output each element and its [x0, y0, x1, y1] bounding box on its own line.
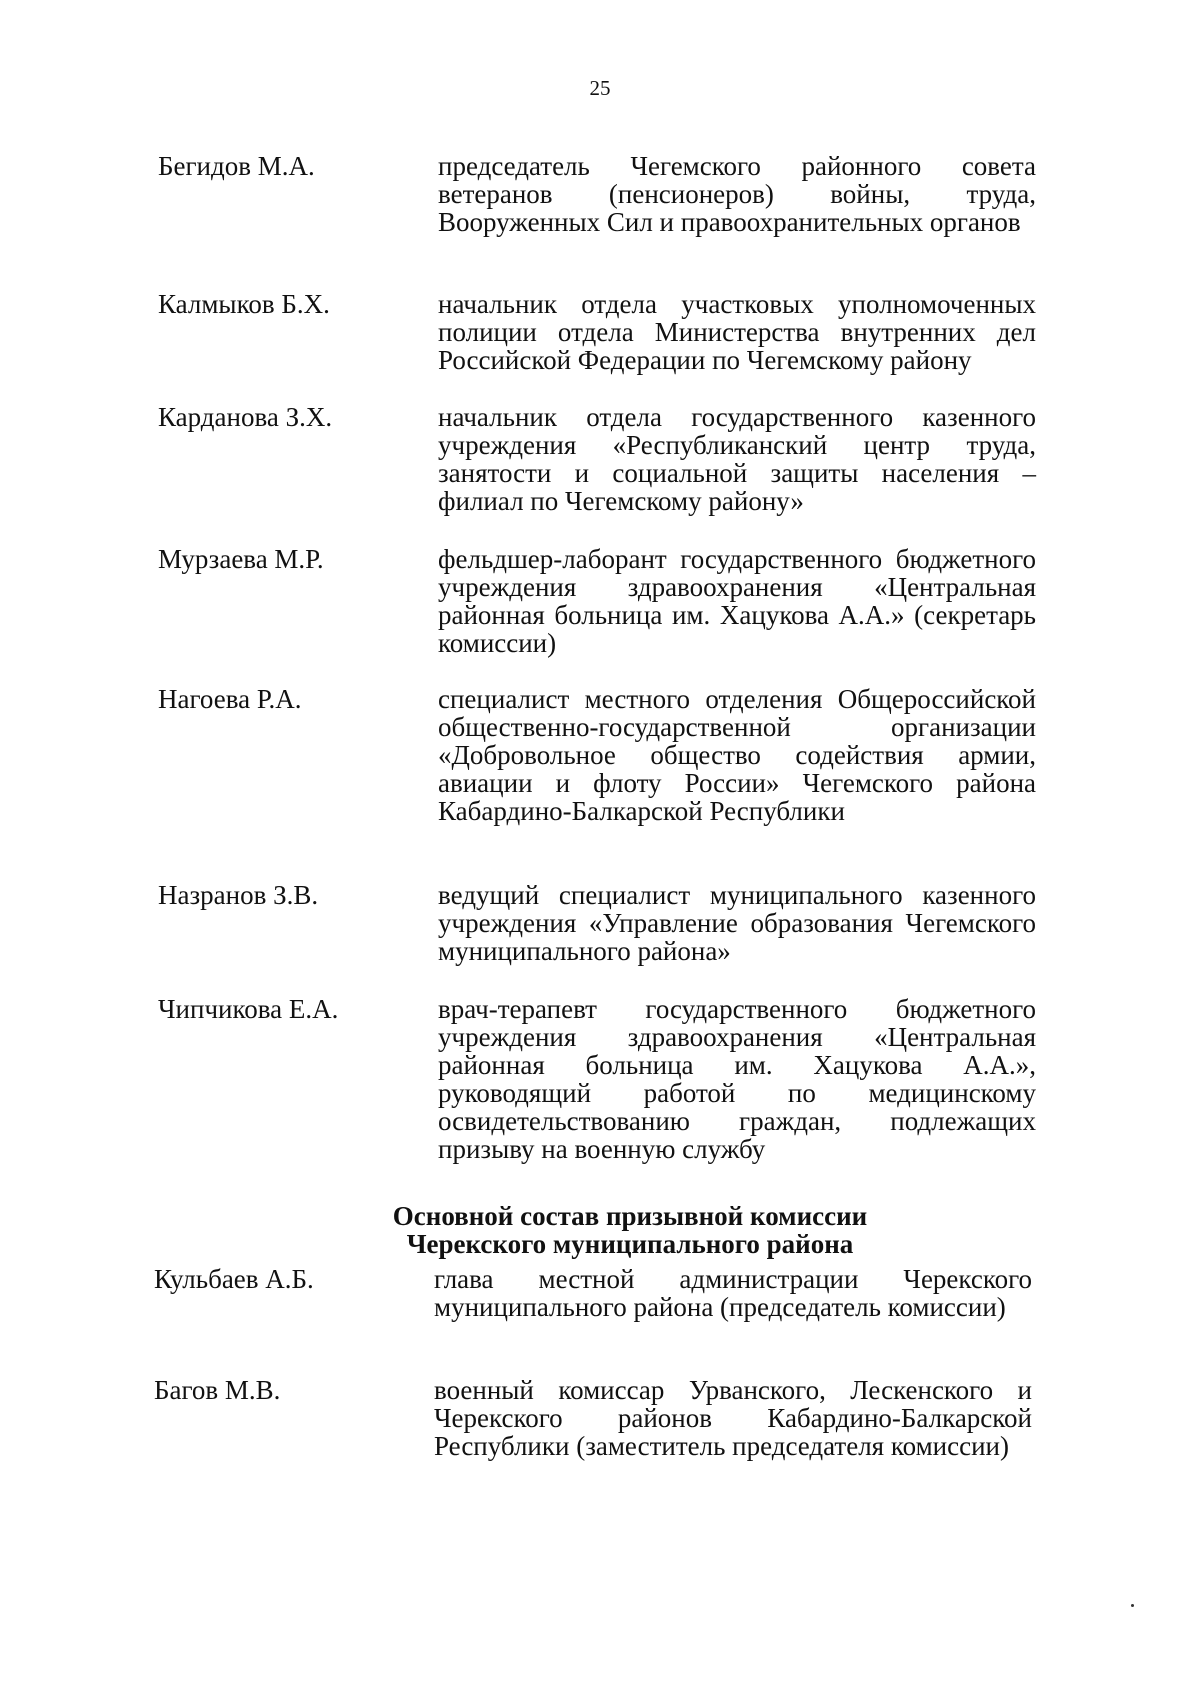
member-name: Нагоева Р.А.	[158, 684, 302, 714]
scan-speck	[1131, 1604, 1134, 1607]
member-name: Багов М.В.	[154, 1375, 281, 1405]
section-heading	[0, 1202, 1200, 1258]
member-name: Чипчикова Е.А.	[158, 994, 339, 1024]
member-name: Бегидов М.А.	[158, 151, 315, 181]
member-position: ведущий специалист муниципального казенного учреждения «Управление образования Чегемского муниципального района»	[438, 880, 1036, 966]
page-number: 25	[589, 76, 611, 100]
member-name: Мурзаева М.Р.	[158, 544, 324, 574]
member-position: военный комиссар Урванского, Лескенского и Черекского районов Кабардино-Балкарской Республики (заместитель председателя комиссии)	[434, 1375, 1032, 1461]
member-name: Карданова З.Х.	[158, 402, 333, 432]
member-position: председатель Чегемского районного совета ветеранов (пенсионеров) войны, труда, Вооруженных Сил и правоохранительных органов	[438, 151, 1036, 237]
member-position: фельдшер-лаборант государственного бюджетного учреждения здравоохранения «Центральная районная больница им. Хацукова А.А.» (секретарь комиссии)	[438, 544, 1036, 658]
member-position: специалист местного отделения Общероссийской общественно-государственной организации «Добровольное общество содействия армии, авиации и флоту России» Чегемского района Кабардино-Балкарской Республики	[438, 684, 1036, 826]
member-name: Кульбаев А.Б.	[154, 1264, 314, 1294]
member-position: начальник отдела государственного казенного учреждения «Республиканский центр труда, занятости и социальной защиты населения – филиал по Чегемскому району»	[438, 402, 1036, 516]
section-heading-line: Черекского муниципального района	[406, 1229, 854, 1259]
member-name: Калмыков Б.Х.	[158, 289, 330, 319]
section-heading-line: Основной состав призывной комиссии	[392, 1201, 868, 1231]
member-name: Назранов З.В.	[158, 880, 319, 910]
member-position: врач-терапевт государственного бюджетного учреждения здравоохранения «Центральная районная больница им. Хацукова А.А.», руководящий работой по медицинскому освидетельствованию граждан, подлежащих призыву на военную службу	[438, 994, 1036, 1164]
member-position: глава местной администрации Черекского муниципального района (председатель комиссии)	[434, 1264, 1032, 1322]
member-position: начальник отдела участковых уполномоченных полиции отдела Министерства внутренних дел Российской Федерации по Чегемскому району	[438, 289, 1036, 375]
